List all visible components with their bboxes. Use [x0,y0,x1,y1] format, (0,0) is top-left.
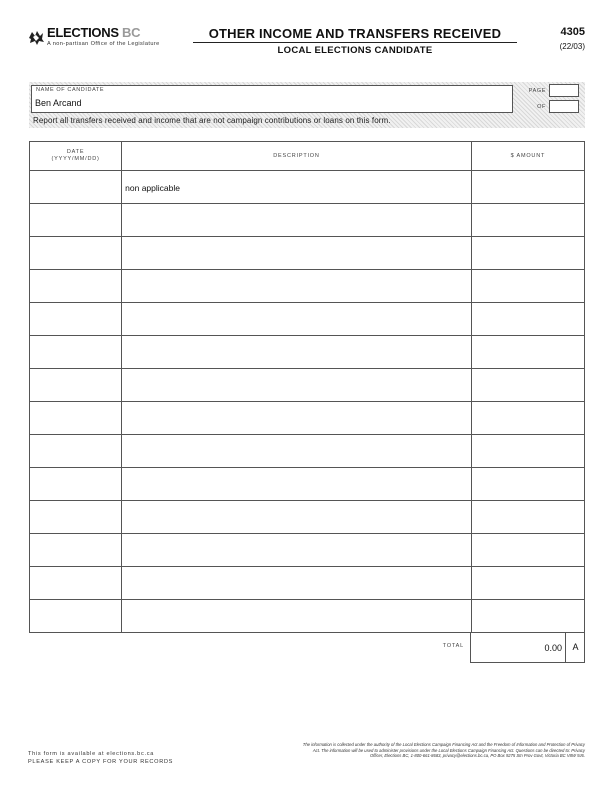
amount-cell[interactable] [471,402,584,435]
form-subtitle: LOCAL ELECTIONS CANDIDATE [277,45,433,56]
table-row [30,402,585,435]
description-text [122,534,471,546]
table-row [30,171,585,204]
description-cell[interactable] [122,270,472,303]
form-number: 4305 [560,26,585,38]
date-cell[interactable] [30,567,122,600]
date-cell[interactable] [30,534,122,567]
form-revision-date: (22/03) [559,42,585,51]
table-row [30,270,585,303]
form-title: OTHER INCOME AND TRANSFERS RECEIVED [208,26,502,41]
description-text [122,600,471,612]
table-row [30,303,585,336]
description-cell[interactable] [122,567,472,600]
description-text [122,402,471,414]
page-total-field[interactable] [549,100,579,113]
amount-cell[interactable] [471,435,584,468]
description-text [122,369,471,381]
page-number-field[interactable] [549,84,579,97]
date-cell[interactable] [30,204,122,237]
logo-wordmark-suffix: BC [122,25,141,40]
description-text [122,501,471,513]
description-cell[interactable] [122,303,472,336]
table-row [30,534,585,567]
description-text [122,204,471,216]
total-value: 0.00 [544,643,562,653]
description-text [122,435,471,447]
footer-availability: This form is available at elections.bc.ca [28,751,155,757]
date-cell[interactable] [30,270,122,303]
description-text [122,336,471,348]
description-text [122,468,471,480]
description-text: non applicable [125,183,180,193]
amount-cell[interactable] [471,369,584,402]
logo-tagline: A non-partisan Office of the Legislature [47,41,160,47]
amount-column-header: $ AMOUNT [471,142,584,171]
date-column-header [30,142,122,171]
description-cell[interactable] [122,468,472,501]
description-cell[interactable] [122,435,472,468]
description-cell[interactable] [122,501,472,534]
page-label: PAGE [528,88,546,94]
amount-cell[interactable] [471,204,584,237]
amount-cell[interactable] [471,501,584,534]
amount-cell[interactable] [471,534,584,567]
description-cell[interactable] [122,369,472,402]
description-text [122,303,471,315]
total-label: TOTAL [442,643,464,649]
description-column-header: DESCRIPTION [122,142,472,171]
date-cell[interactable] [30,237,122,270]
amount-cell[interactable] [471,270,584,303]
table-row [30,336,585,369]
total-reference-letter: A [572,642,579,652]
description-cell[interactable] [122,534,472,567]
description-cell[interactable] [122,402,472,435]
date-cell[interactable] [30,468,122,501]
date-cell[interactable] [30,303,122,336]
date-cell[interactable] [30,336,122,369]
description-text [122,237,471,249]
candidate-name-value[interactable]: Ben Arcand [35,98,82,108]
footer-notes [28,750,173,766]
date-cell[interactable] [30,501,122,534]
description-text [122,270,471,282]
description-cell[interactable] [122,237,472,270]
table-header-row [30,142,585,171]
amount-cell[interactable] [471,237,584,270]
description-cell[interactable] [122,336,472,369]
table-row [30,369,585,402]
elections-bc-logo [27,26,167,50]
date-header-line1: DATE [66,149,85,155]
logo-wordmark: ELECTIONS BC [47,25,141,40]
amount-cell[interactable] [471,600,584,633]
amount-cell[interactable] [471,567,584,600]
table-row [30,435,585,468]
date-cell[interactable] [30,171,122,204]
table-row [30,237,585,270]
date-cell[interactable] [30,435,122,468]
amount-cell[interactable] [471,303,584,336]
table-row [30,204,585,237]
description-cell[interactable] [122,600,472,633]
date-header-line2: (YYYY/MM/DD) [51,156,100,162]
amount-cell[interactable] [471,171,584,204]
footer-keep-copy: PLEASE KEEP A COPY FOR YOUR RECORDS [28,759,174,765]
table-row [30,567,585,600]
table-row [30,468,585,501]
description-cell[interactable] [122,171,472,204]
elections-bc-logo-icon [27,29,45,47]
candidate-name-label: NAME OF CANDIDATE [36,87,105,93]
table-row [30,600,585,633]
page-of-label: OF [537,104,546,110]
transfers-table [29,141,585,633]
privacy-notice: The information is collected under the authority of the Local Elections Campaign Financing Act and the Freedom of Information and Protection of Privacy Act. The information will be used to administer provisions under the Local Elections Campaign Financing Act. Questions can be directed to: Privacy Officer, Elections BC, 1-800-661-8683, privacy@elections.bc.ca, PO Box 9275 Stn Prov Govt, Victoria BC V8W 9J6. [302,742,585,759]
form-instruction: Report all transfers received and income that are not campaign contributions or loans on this form. [33,116,391,125]
description-cell[interactable] [122,204,472,237]
amount-cell[interactable] [471,336,584,369]
description-text [122,567,471,579]
amount-cell[interactable] [471,468,584,501]
date-cell[interactable] [30,402,122,435]
date-cell[interactable] [30,369,122,402]
title-divider [193,42,517,43]
date-cell[interactable] [30,600,122,633]
table-row [30,501,585,534]
